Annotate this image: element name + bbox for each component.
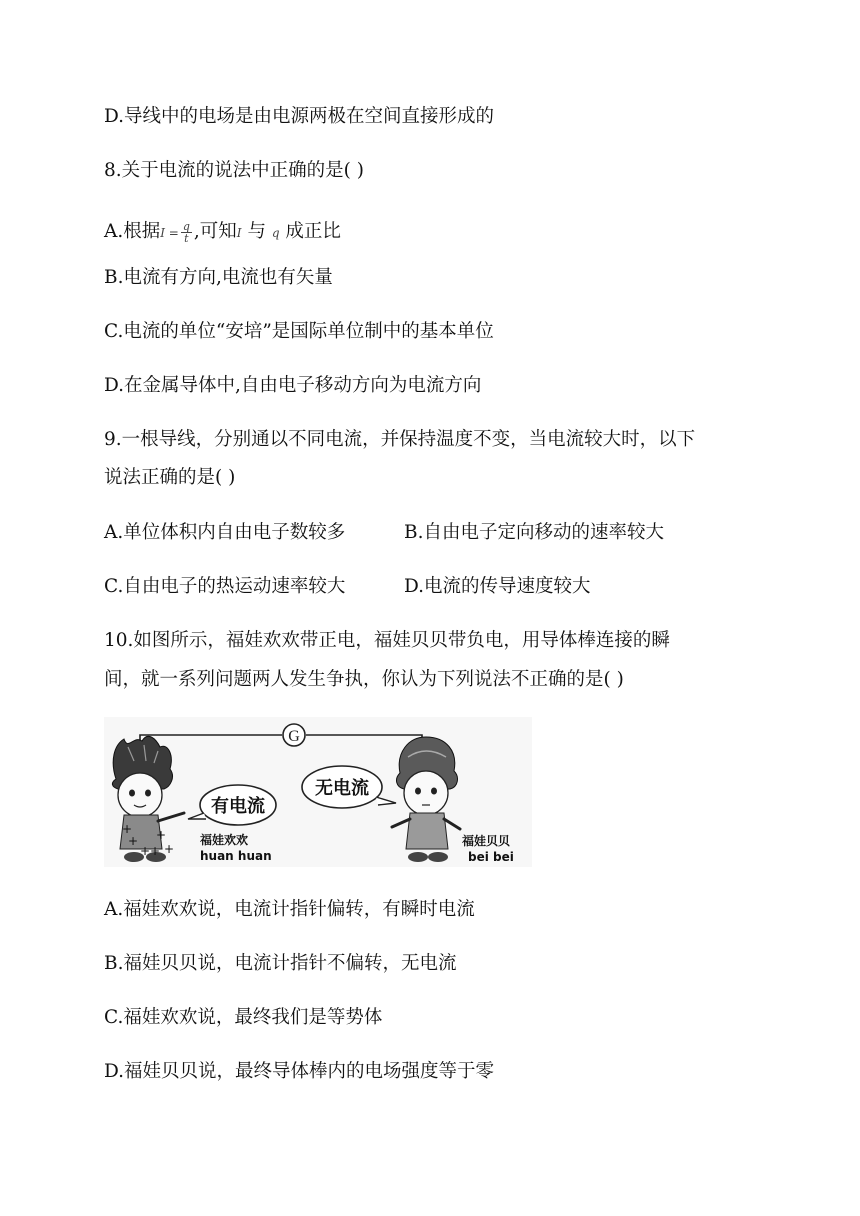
question-10-option-c: C.福娃欢欢说，最终我们是等势体 bbox=[104, 1007, 383, 1028]
fuwa-circuit-illustration bbox=[104, 717, 532, 867]
option-a-mid2: 与 bbox=[247, 221, 266, 242]
question-9-option-b: B.自由电子定向移动的速率较大 bbox=[404, 522, 664, 543]
question-9-stem-line1: 9.一根导线，分别通以不同电流，并保持温度不变，当电流较大时，以下 bbox=[104, 429, 696, 450]
question-10-option-a: A.福娃欢欢说，电流计指针偏转，有瞬时电流 bbox=[104, 899, 475, 920]
var-q: q bbox=[271, 226, 280, 240]
right-bubble-text: 无电流 bbox=[315, 778, 369, 799]
fuwa-circuit-figure bbox=[104, 717, 532, 867]
svg-text:+: + bbox=[122, 822, 133, 836]
beibei-name-cn: 福娃贝贝 bbox=[462, 834, 511, 848]
svg-text:+: + bbox=[156, 828, 167, 842]
huanhuan-name-en: huan huan bbox=[200, 849, 272, 863]
question-9-option-d: D.电流的传导速度较大 bbox=[404, 576, 591, 597]
formula-lhs: I = bbox=[160, 226, 179, 240]
question-8-stem: 8.关于电流的说法中正确的是( ) bbox=[104, 160, 364, 181]
option-a-prefix: A.根据 bbox=[104, 221, 161, 242]
question-8-option-c: C.电流的单位“安培”是国际单位制中的基本单位 bbox=[104, 321, 494, 342]
svg-text:++: ++ bbox=[140, 844, 161, 858]
formula-fraction bbox=[181, 221, 192, 244]
formula-numerator: q bbox=[182, 219, 190, 233]
question-7-option-d: D.导线中的电场是由电源两极在空间直接形成的 bbox=[104, 106, 495, 127]
svg-text:+: + bbox=[164, 842, 175, 856]
galvanometer-label: G bbox=[288, 728, 300, 745]
beibei-name-en: bei bei bbox=[468, 850, 514, 864]
question-10-option-d: D.福娃贝贝说，最终导体棒内的电场强度等于零 bbox=[104, 1061, 495, 1082]
galvanometer-icon bbox=[283, 724, 305, 746]
question-9-stem-line2: 说法正确的是( ) bbox=[104, 467, 236, 488]
question-9-option-a: A.单位体积内自由电子数较多 bbox=[104, 522, 346, 543]
question-9-option-c: C.自由电子的热运动速率较大 bbox=[104, 576, 346, 597]
question-10-stem-line2: 间，就一系列问题两人发生争执，你认为下列说法不正确的是( ) bbox=[104, 669, 624, 690]
option-a-suffix: 成正比 bbox=[285, 221, 341, 242]
question-10-option-b: B.福娃贝贝说，电流计指针不偏转，无电流 bbox=[104, 953, 457, 974]
question-8-option-a bbox=[104, 220, 341, 245]
option-a-mid1: ,可知 bbox=[193, 221, 237, 242]
left-bubble-text: 有电流 bbox=[211, 796, 265, 817]
formula-denominator: t bbox=[184, 231, 189, 245]
var-i: I bbox=[236, 226, 242, 240]
huanhuan-name-cn: 福娃欢欢 bbox=[200, 833, 249, 847]
svg-text:+: + bbox=[128, 834, 139, 848]
question-10-stem-line1: 10.如图所示，福娃欢欢带正电，福娃贝贝带负电，用导体棒连接的瞬 bbox=[104, 630, 670, 651]
question-8-option-d: D.在金属导体中,自由电子移动方向为电流方向 bbox=[104, 375, 482, 396]
question-8-option-b: B.电流有方向,电流也有矢量 bbox=[104, 267, 333, 288]
